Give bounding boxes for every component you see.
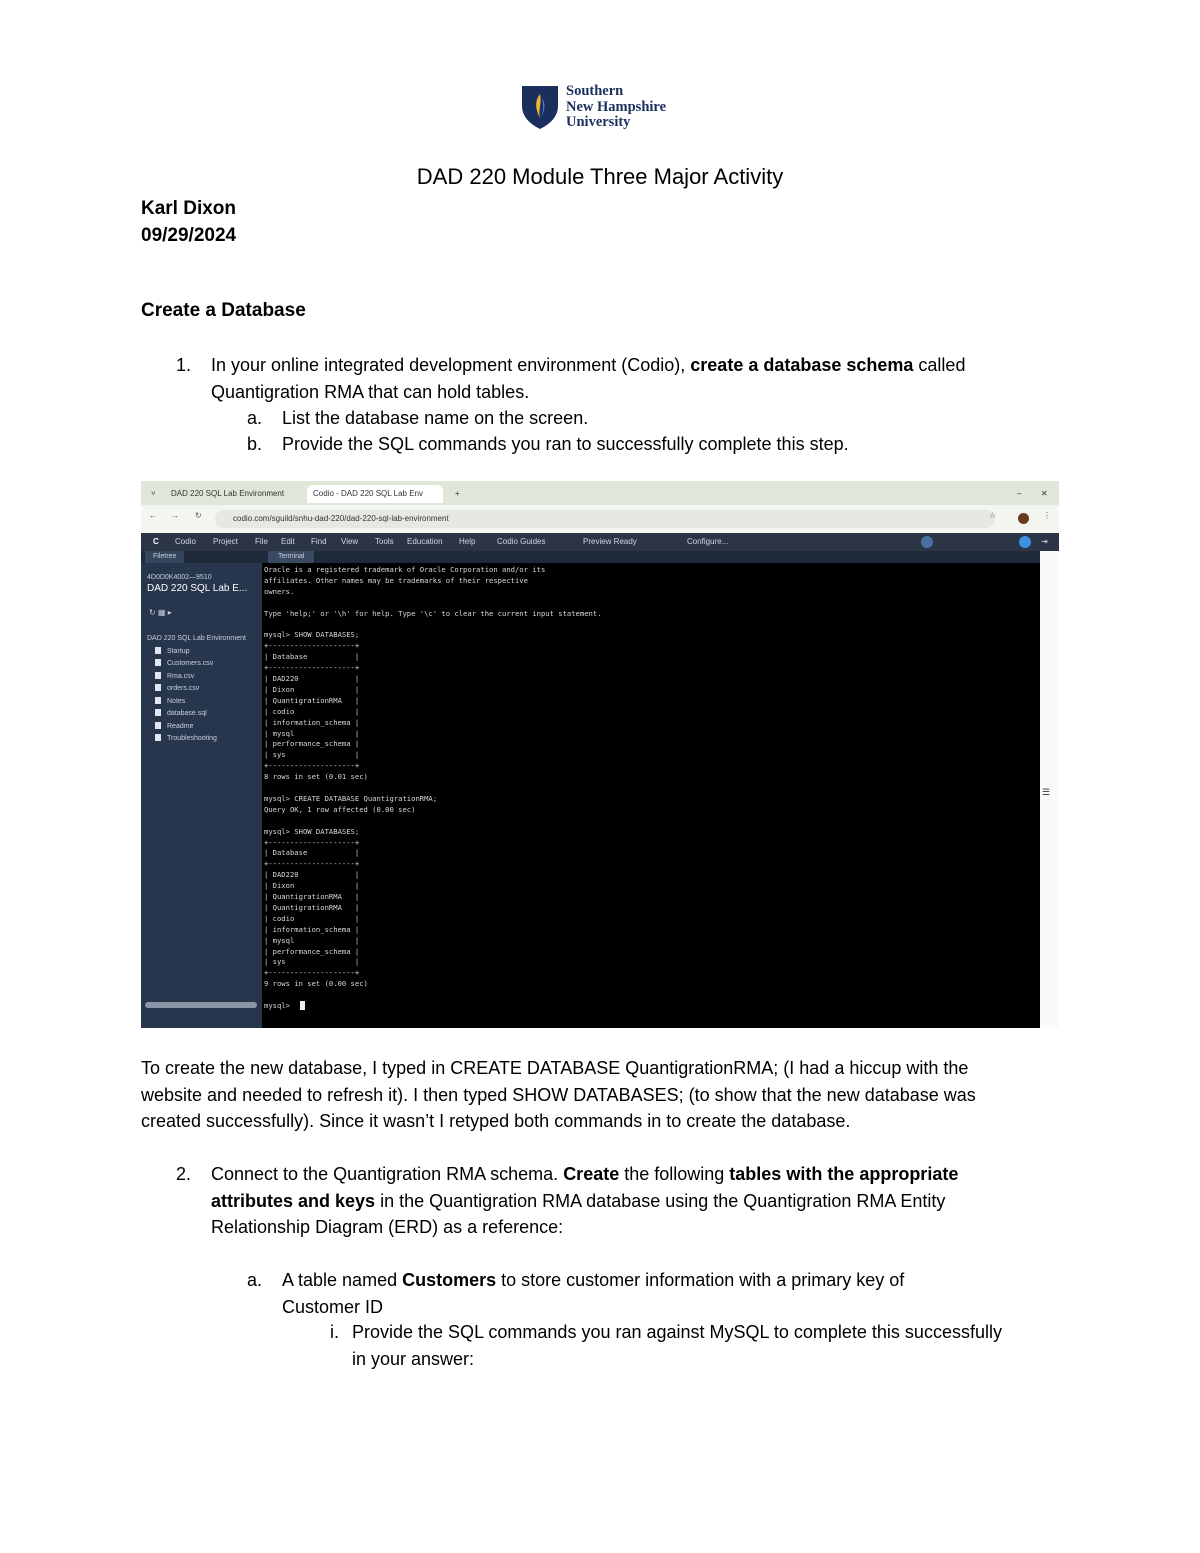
- menu-education[interactable]: Education: [407, 537, 443, 546]
- file-item[interactable]: Troubleshooting: [155, 734, 217, 742]
- address-bar[interactable]: codio.com/sguild/snhu-dad-220/dad-220-sql-lab-environment: [215, 510, 995, 528]
- terminal-line: | QuantigrationRMA |: [264, 695, 360, 705]
- step-1-line-2: Quantigration RMA that can hold tables.: [211, 381, 530, 402]
- logo-line-3: University: [566, 114, 631, 130]
- menu-view[interactable]: View: [341, 537, 359, 546]
- step-2a-text: A table named Customers to store customer information with a primary key of Customer ID: [282, 1270, 905, 1317]
- step-1-text-b: called: [913, 355, 966, 375]
- avatar[interactable]: [1018, 513, 1029, 524]
- terminal-line: mysql>: [264, 1001, 295, 1010]
- terminal-cursor: [300, 1001, 305, 1010]
- codio-menubar: [141, 533, 1059, 551]
- terminal-line: +--------------------+: [264, 968, 360, 978]
- file-item[interactable]: Startup: [155, 647, 190, 655]
- menu-codio[interactable]: Codio: [175, 537, 196, 546]
- step-2a-number: a.: [247, 1270, 263, 1290]
- terminal-line: | QuantigrationRMA |: [264, 892, 360, 901]
- step-2ai-text: Provide the SQL commands you ran against MySQL to complete this successfully in your answer:: [352, 1322, 1002, 1369]
- terminal-line: affiliates. Other names may be trademarks of their respective: [264, 575, 528, 585]
- file-item[interactable]: Rma.csv: [155, 672, 194, 680]
- menu-preview[interactable]: Preview Ready: [583, 537, 637, 546]
- sidebar-toolbar-icons[interactable]: ↻ ▦ ▸: [149, 608, 172, 617]
- author-block: [141, 195, 236, 249]
- terminal-line: | codio |: [264, 706, 360, 716]
- terminal-line: +--------------------+: [264, 837, 360, 847]
- file-icon: [155, 672, 161, 679]
- terminal-line: mysql> SHOW DATABASES;: [264, 630, 360, 640]
- terminal-line: mysql> SHOW DATABASES;: [264, 826, 360, 836]
- browser-tab-bar: [141, 481, 1059, 505]
- project-title: DAD 220 SQL Lab E...: [147, 583, 248, 594]
- terminal-line: +--------------------+: [264, 761, 360, 771]
- step-2-text: Connect to the Quantigration RMA schema. Create the following tables with the appropriate attributes and keys in the Quantigration RMA database using the Quantigration RMA Entity Relationship Diagram (ERD) as a reference:: [211, 1164, 959, 1237]
- menu-configure[interactable]: Configure...: [687, 537, 729, 546]
- file-icon: [155, 684, 161, 691]
- section-heading: Create a Database: [141, 300, 306, 321]
- author-name: Karl Dixon: [141, 198, 237, 219]
- file-icon: [155, 734, 161, 741]
- terminal-line: | performance_schema |: [264, 739, 360, 749]
- step-1-text: [211, 352, 1071, 405]
- menu-help[interactable]: Help: [459, 537, 476, 546]
- step-1b-text: Provide the SQL commands you ran to successfully complete this step.: [282, 434, 849, 454]
- explanation-paragraph: [141, 1055, 1071, 1135]
- browser-address-area: [141, 505, 1059, 533]
- file-icon: [155, 722, 161, 729]
- menu-codio-guides[interactable]: Codio Guides: [497, 537, 546, 546]
- university-logo: [520, 84, 690, 132]
- terminal-line: owners.: [264, 586, 295, 596]
- file-icon: [155, 659, 161, 666]
- menu-project[interactable]: Project: [213, 537, 238, 546]
- terminal-line: | mysql |: [264, 728, 360, 738]
- filetree-tab[interactable]: Filetree: [145, 551, 184, 563]
- forward-icon[interactable]: →: [171, 511, 179, 520]
- paragraph-line-3: created successfully). Since it wasn’t I retyped both commands in to create the database.: [141, 1111, 851, 1131]
- reload-icon[interactable]: ↻: [195, 511, 202, 520]
- user-icon[interactable]: [1019, 536, 1031, 548]
- folder-root[interactable]: DAD 220 SQL Lab Environment: [147, 635, 246, 642]
- close-icon[interactable]: ✕: [1041, 489, 1048, 498]
- file-item[interactable]: database.sql: [155, 709, 207, 717]
- terminal-line: | sys |: [264, 957, 360, 967]
- step-1a-number: a.: [247, 408, 263, 428]
- file-item[interactable]: Readme: [155, 722, 193, 730]
- terminal-line: | mysql |: [264, 935, 360, 945]
- terminal-tab[interactable]: Terminal: [268, 551, 314, 563]
- new-tab-icon[interactable]: +: [455, 489, 460, 498]
- terminal-line: Type 'help;' or '\h' for help. Type '\c' to clear the current input statement.: [264, 608, 602, 618]
- sidebar-scrollbar[interactable]: [145, 1002, 257, 1008]
- terminal-line: +--------------------+: [264, 641, 360, 651]
- menu-tools[interactable]: Tools: [375, 537, 394, 546]
- minimize-icon[interactable]: –: [1017, 489, 1022, 498]
- file-item[interactable]: Customers.csv: [155, 659, 213, 667]
- terminal-tab-bar: [262, 551, 1040, 563]
- terminal-line: Oracle is a registered trademark of Oracle Corporation and/or its: [264, 565, 546, 574]
- terminal-line: 9 rows in set (0.00 sec): [264, 979, 368, 989]
- more-icon[interactable]: ⋮: [1043, 511, 1051, 520]
- file-item[interactable]: orders.csv: [155, 684, 199, 692]
- terminal-line: | QuantigrationRMA |: [264, 902, 360, 912]
- step-2ai-number: i.: [330, 1322, 339, 1342]
- step-2-number: 2.: [176, 1164, 192, 1184]
- step-1-text-a: In your online integrated development environment (Codio),: [211, 355, 691, 375]
- codio-logo-icon: C: [153, 537, 159, 546]
- terminal-line: | Database |: [264, 848, 360, 858]
- drag-handle-icon[interactable]: ☰: [1042, 787, 1051, 797]
- terminal-line: | Database |: [264, 652, 360, 662]
- document-date: 09/29/2024: [141, 225, 237, 246]
- paragraph-line-2: website and needed to refresh it). I then typed SHOW DATABASES; (to show that the new database was: [141, 1084, 976, 1105]
- shield-icon: [520, 84, 560, 130]
- file-tree-sidebar: [141, 551, 262, 1028]
- terminal-line: mysql> CREATE DATABASE QuantigrationRMA;: [264, 793, 438, 803]
- terminal-line: | information_schema |: [264, 924, 360, 934]
- menu-file[interactable]: File: [255, 537, 268, 546]
- terminal-line: | Dixon |: [264, 684, 360, 694]
- terminal-line: | DAD220 |: [264, 870, 360, 880]
- menu-find[interactable]: Find: [311, 537, 327, 546]
- step-1-number: 1.: [176, 355, 192, 375]
- back-icon[interactable]: ←: [149, 511, 157, 520]
- terminal-line: Query OK, 1 row affected (0.00 sec): [264, 804, 416, 814]
- terminal-line: | performance_schema |: [264, 946, 360, 956]
- terminal-line: +--------------------+: [264, 663, 360, 673]
- terminal-panel[interactable]: [262, 551, 1040, 1028]
- logo-line-1: Southern: [566, 83, 624, 99]
- file-icon: [155, 709, 161, 716]
- terminal-scrollbar[interactable]: [1040, 551, 1059, 1028]
- terminal-line: | DAD220 |: [264, 674, 360, 683]
- terminal-line: | sys |: [264, 750, 360, 760]
- step-1a-text: List the database name on the screen.: [282, 408, 589, 428]
- terminal-line: | information_schema |: [264, 717, 360, 727]
- logo-line-2: New Hampshire: [566, 98, 667, 115]
- file-item[interactable]: Notes: [155, 697, 185, 705]
- terminal-line: 8 rows in set (0.01 sec): [264, 772, 368, 782]
- step-1-bold: create a database schema: [690, 355, 914, 375]
- paragraph-line-1: To create the new database, I typed in CREATE DATABASE QuantigrationRMA; (I had a hiccup with the: [141, 1058, 969, 1078]
- terminal-line: | Dixon |: [264, 881, 360, 891]
- help-icon[interactable]: [921, 536, 933, 548]
- codio-screenshot: [141, 481, 1059, 1028]
- browser-tab-2[interactable]: Codio - DAD 220 SQL Lab Env: [307, 485, 443, 503]
- file-icon: [155, 647, 161, 654]
- file-icon: [155, 697, 161, 704]
- menu-edit[interactable]: Edit: [281, 537, 295, 546]
- browser-tab-1[interactable]: DAD 220 SQL Lab Environment: [171, 489, 285, 498]
- project-id: 4D0D0K4002—9510: [147, 574, 212, 581]
- logout-icon[interactable]: ⇥: [1041, 537, 1048, 546]
- chevron-down-icon[interactable]: ˅: [151, 489, 156, 498]
- page-title: DAD 220 Module Three Major Activity: [416, 164, 784, 189]
- terminal-line: +--------------------+: [264, 859, 360, 869]
- step-1b-number: b.: [247, 434, 263, 454]
- star-icon[interactable]: ☆: [989, 511, 997, 520]
- terminal-line: | codio |: [264, 913, 360, 923]
